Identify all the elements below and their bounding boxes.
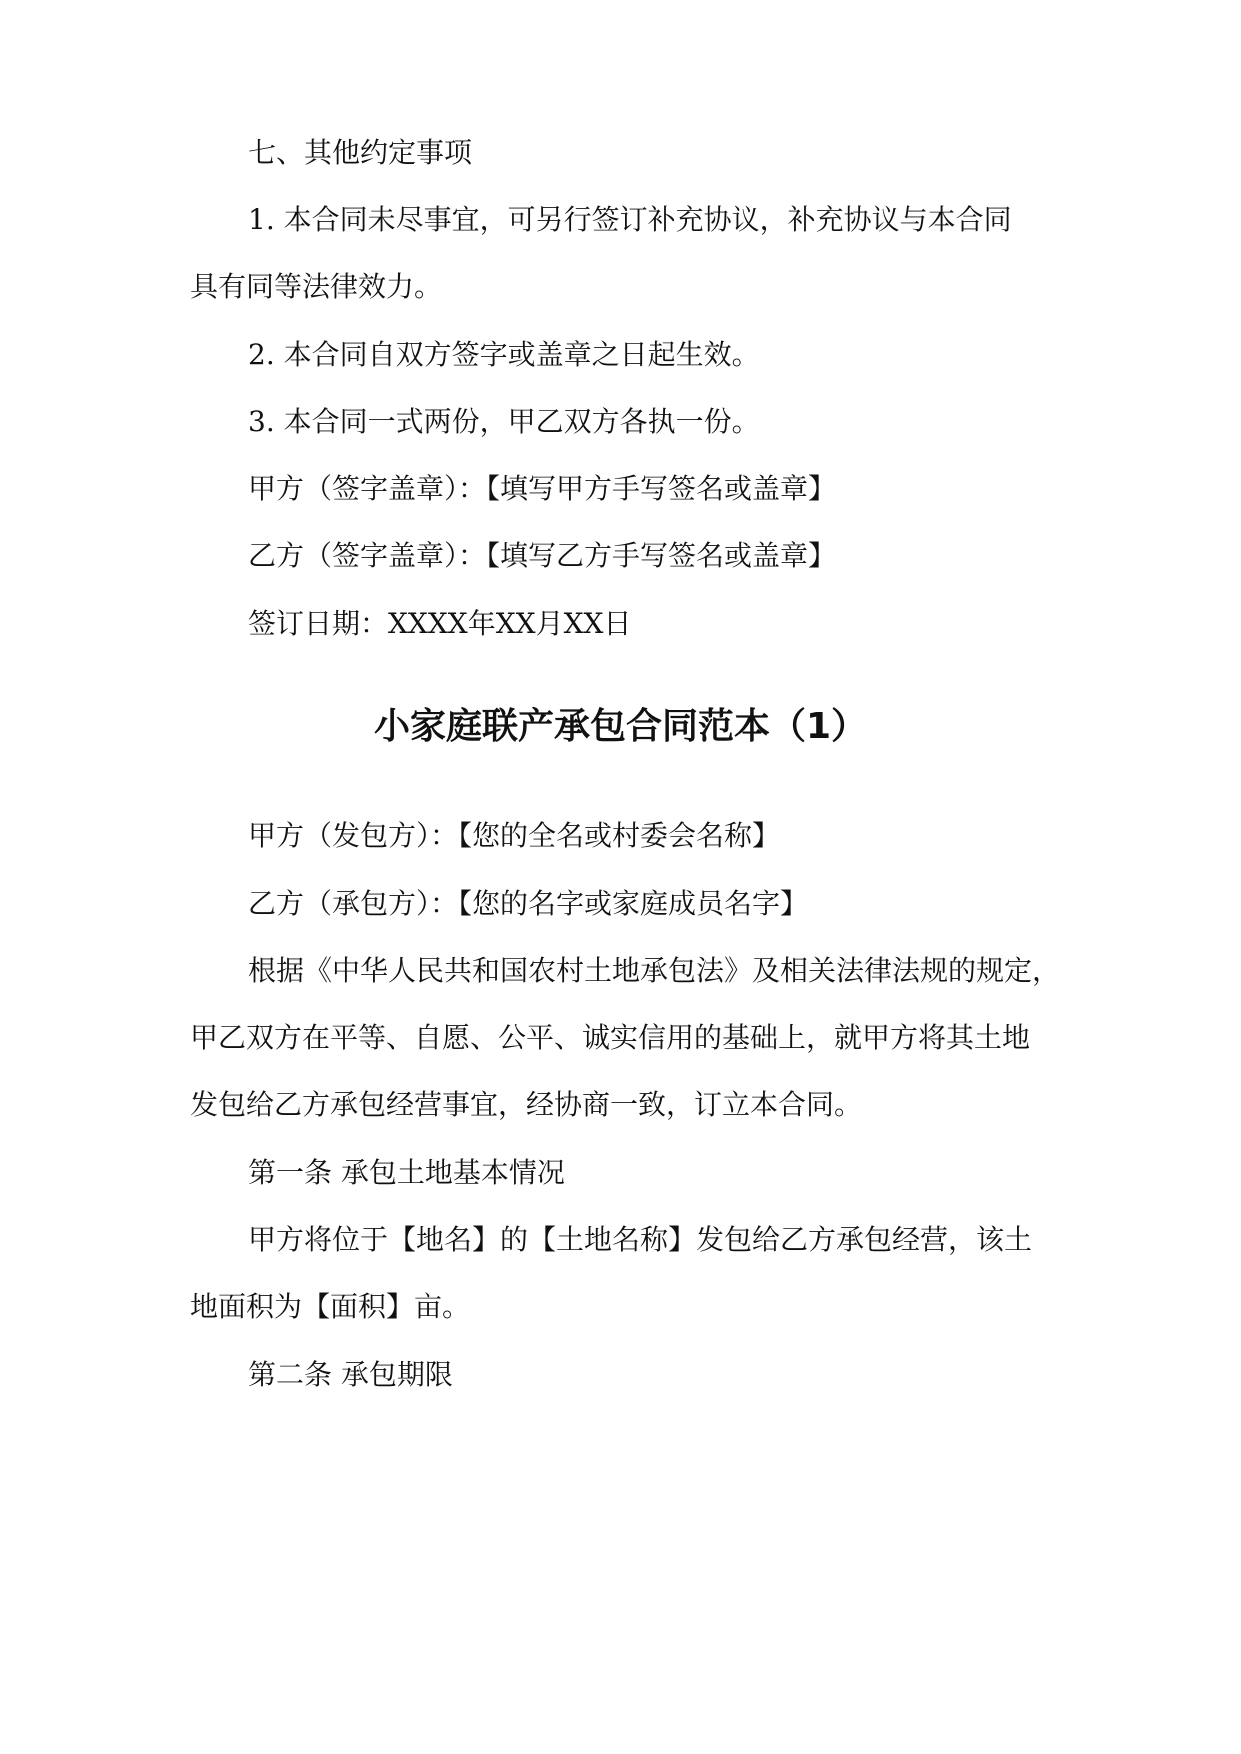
section-heading: 七、其他约定事项 [248,136,473,169]
item-2: 2. 本合同自双方签字或盖章之日起生效。 [248,338,760,371]
preamble-line-3: 发包给乙方承包经营事宜，经协商一致，订立本合同。 [190,1088,863,1121]
party-b-signature-line: 乙方（签字盖章）：【填写乙方手写签名或盖章】 [248,539,837,572]
signing-date: 签订日期：XXXX年XX月XX日 [248,607,632,640]
party-b-line: 乙方（承包方）：【您的名字或家庭成员名字】 [248,887,809,920]
party-a-signature-line: 甲方（签字盖章）：【填写甲方手写签名或盖章】 [248,472,837,505]
item-3: 3. 本合同一式两份，甲乙双方各执一份。 [248,405,760,438]
party-a-line: 甲方（发包方）：【您的全名或村委会名称】 [248,819,781,852]
preamble-line-1: 根据《中华人民共和国农村土地承包法》及相关法律法规的规定， [248,954,1061,987]
article-1-line-2: 地面积为【面积】亩。 [190,1290,471,1323]
article-2-heading: 第二条 承包期限 [248,1358,453,1391]
preamble-line-2: 甲乙双方在平等、自愿、公平、诚实信用的基础上，就甲方将其土地 [190,1021,1031,1054]
contract-title: 小家庭联产承包合同范本（1） [373,706,868,747]
article-1-line-1: 甲方将位于【地名】的【土地名称】发包给乙方承包经营，该土 [248,1223,1033,1256]
article-1-heading: 第一条 承包土地基本情况 [248,1156,565,1189]
item-1-line-1: 1. 本合同未尽事宜，可另行签订补充协议，补充协议与本合同 [248,203,1012,236]
item-1-line-2: 具有同等法律效力。 [190,270,443,303]
